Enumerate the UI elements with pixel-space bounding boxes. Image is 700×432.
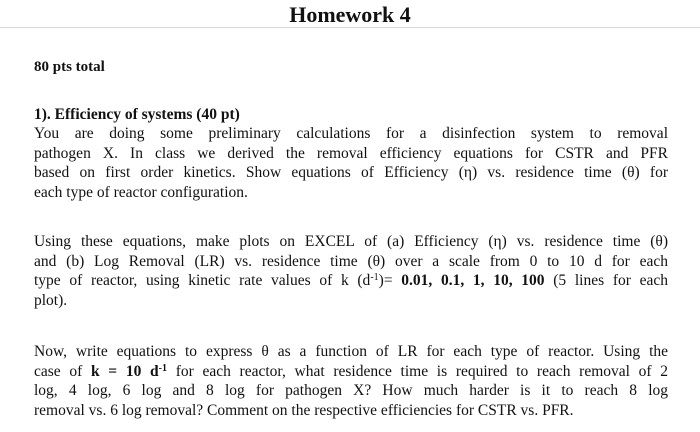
paragraph-line [34, 362, 668, 382]
paragraph-equations [34, 342, 668, 420]
paragraph-plots [34, 232, 668, 310]
rate-values: 0.01, 0.1, 1, 10, 100 [401, 272, 545, 289]
rate-constant [91, 363, 167, 380]
paragraph-line: Now, write equations to express θ as a function of LR for each type of reactor. Using the [34, 343, 668, 360]
text-segment: case of [34, 362, 91, 380]
paragraph-line: pathogen X. In class we derived the removal efficiency equations for CSTR and PFR [34, 144, 668, 162]
paragraph-line: based on first order kinetics. Show equations of Efficiency (η) vs. residence time (θ) for [34, 164, 668, 181]
text-segment: (5 lines for each [544, 272, 668, 289]
paragraph-line: You are doing some preliminary calculations for a disinfection system to removal [34, 125, 668, 142]
page-title: Homework 4 [289, 2, 411, 27]
paragraph-line: plot). [34, 291, 68, 309]
paragraph-intro [34, 124, 668, 202]
paragraph-line: each type of reactor configuration. [34, 183, 248, 201]
paragraph-line: removal vs. 6 log removal? Comment on the respective efficiencies for CSTR vs. PFR. [34, 401, 574, 419]
paragraph-line: log, 4 log, 6 log and 8 log for pathogen X? How much harder is it to reach 8 log [34, 382, 668, 399]
text-segment: type of reactor, using kinetic rate values of k (d [34, 272, 371, 289]
section-heading: 1). Efficiency of systems (40 pt) [34, 106, 240, 123]
header-divider [0, 27, 700, 28]
text-segment: for each reactor, what residence time is required to reach removal of 2 [167, 362, 669, 380]
paragraph-line: Using these equations, make plots on EXCEL of (a) Efficiency (η) vs. residence time (θ) [34, 233, 668, 250]
superscript: -1 [370, 272, 379, 283]
paragraph-line [34, 271, 668, 291]
superscript: -1 [158, 362, 167, 374]
paragraph-line: and (b) Log Removal (LR) vs. residence time (θ) over a scale from 0 to 10 d for each [34, 252, 668, 270]
text-segment: )= [378, 272, 402, 289]
total-points: 80 pts total [34, 59, 105, 75]
rate-constant-text: k = 10 d [90, 362, 159, 380]
